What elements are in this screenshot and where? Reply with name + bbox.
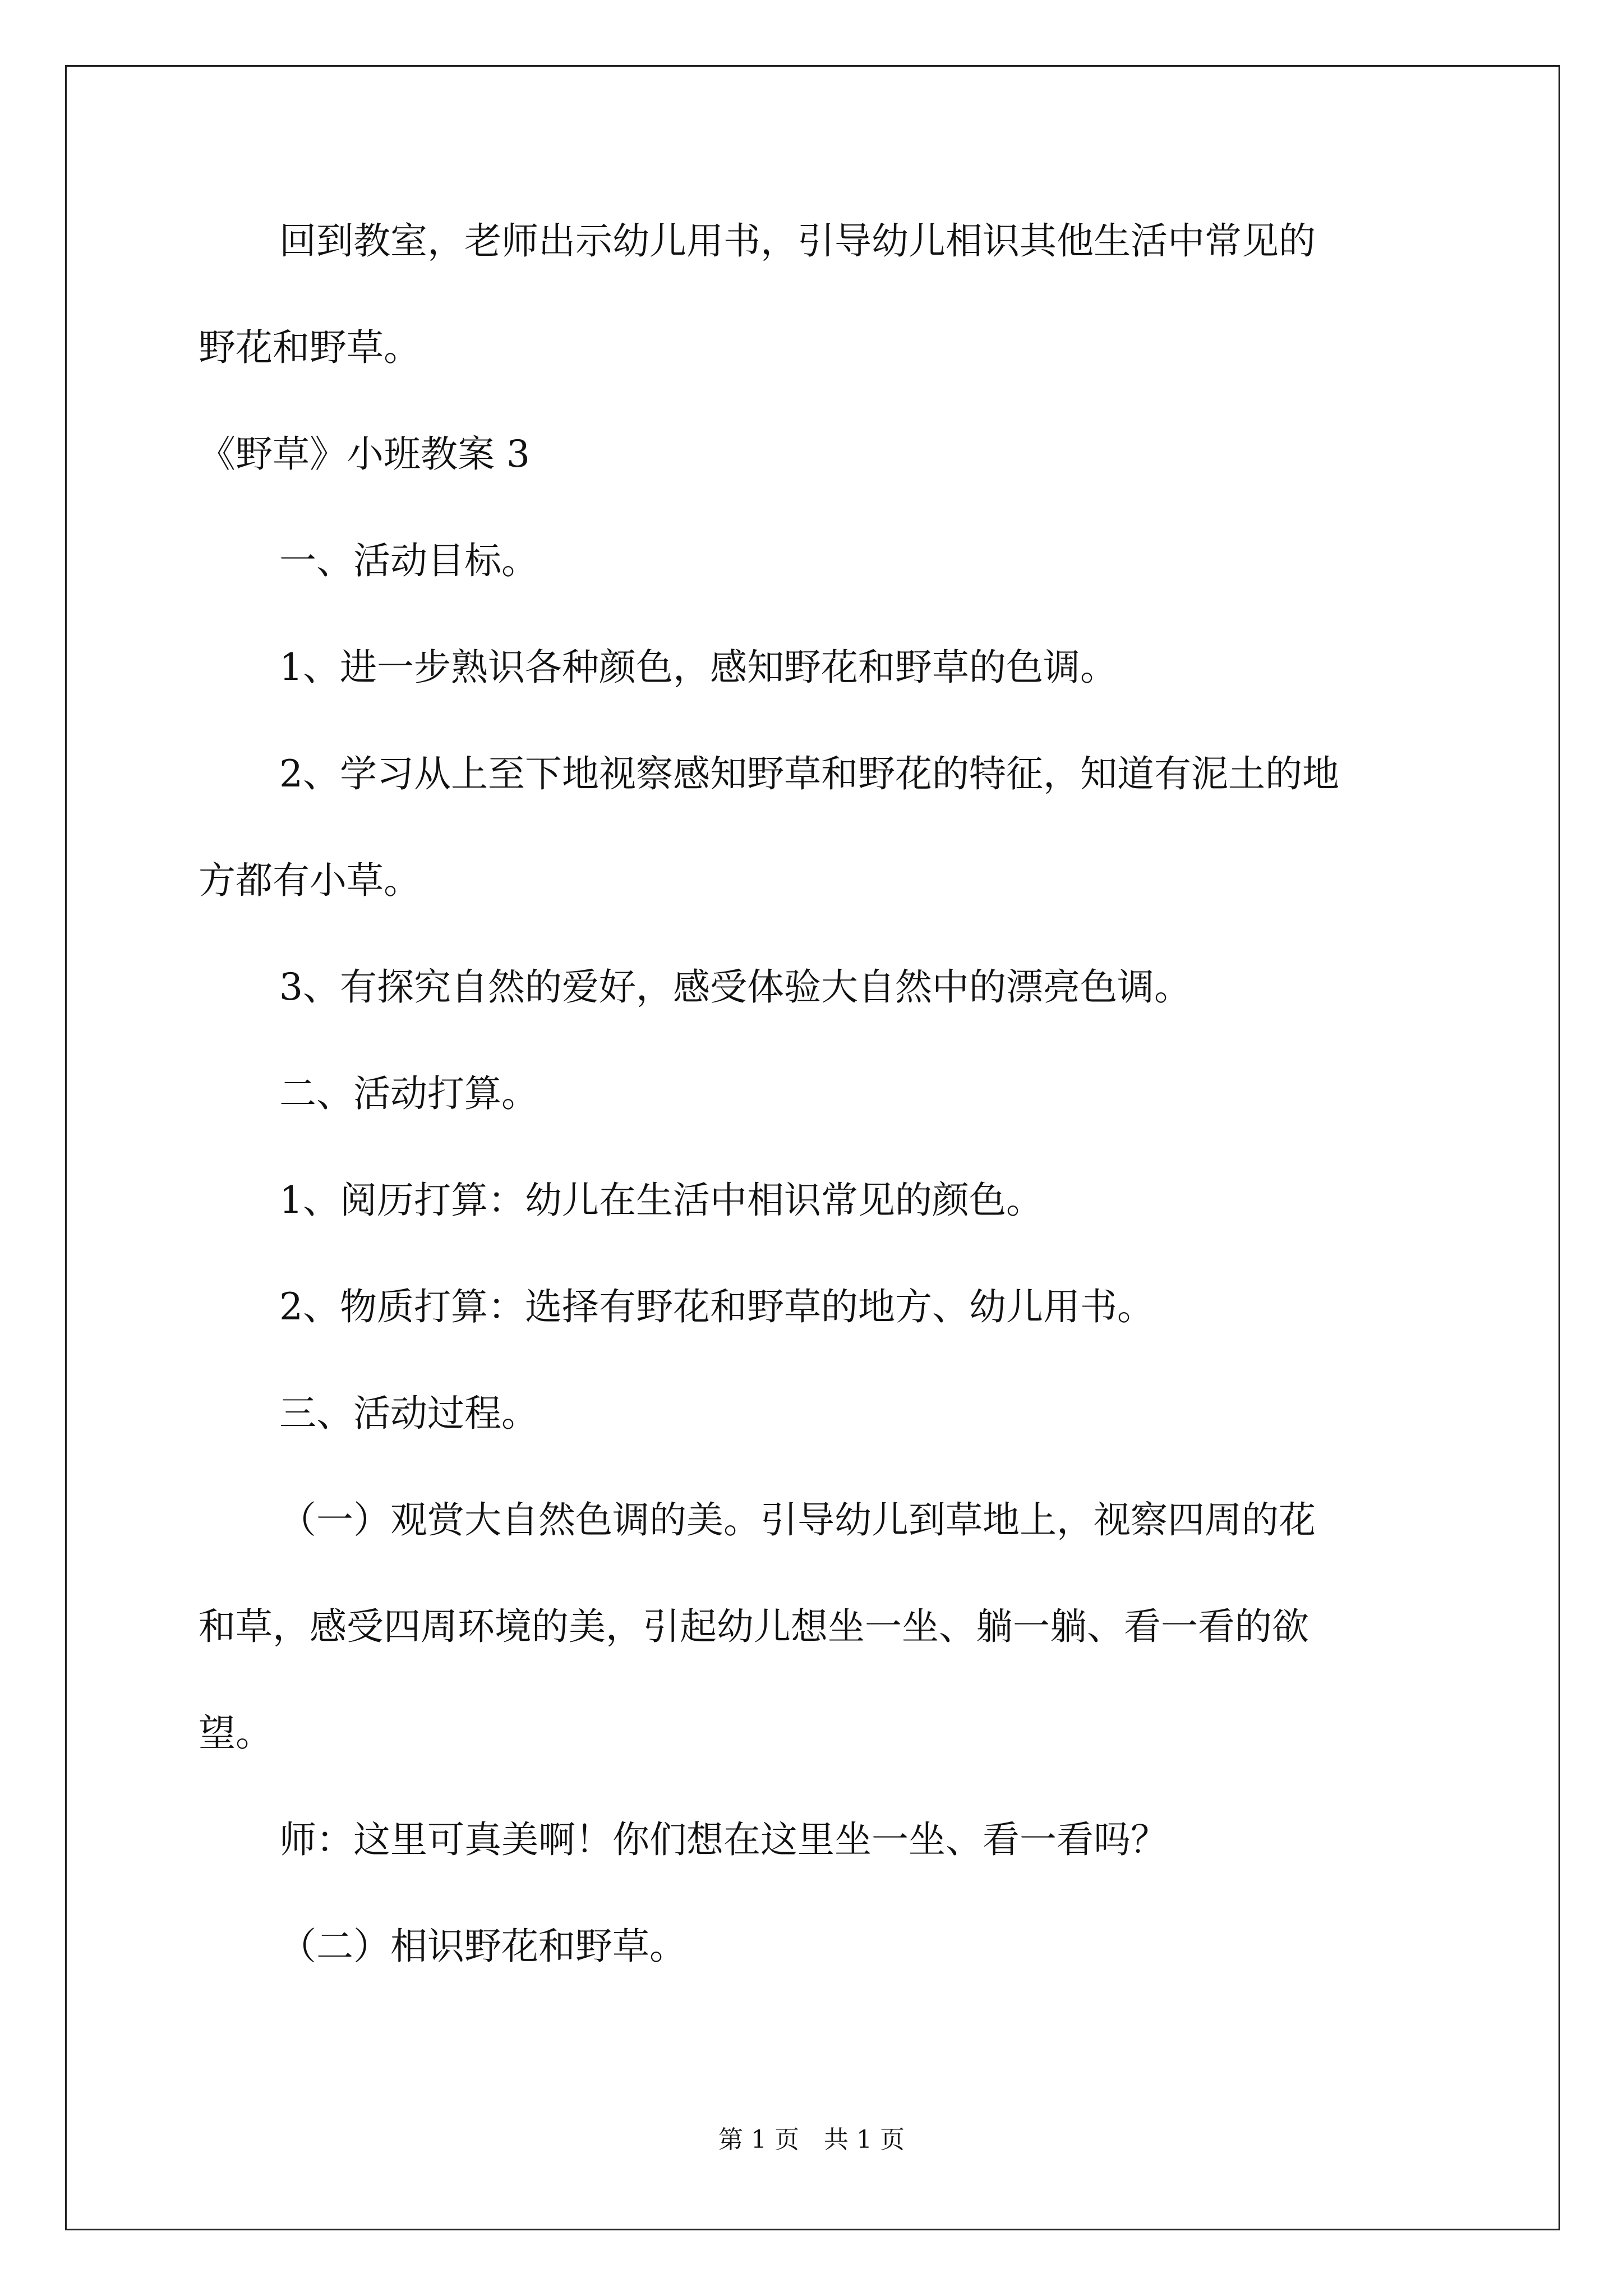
- paragraph-line: 野花和野草。: [199, 326, 421, 369]
- list-item-continued: 方都有小草。: [199, 859, 421, 902]
- subsection-heading: （二）相识野花和野草。: [279, 1925, 686, 1968]
- list-item: 2、物质打算：选择有野花和野草的地方、幼儿用书。: [279, 1285, 1154, 1328]
- document-body: [199, 214, 1432, 1973]
- paragraph-line: 回到教室，老师出示幼儿用书，引导幼儿相识其他生活中常见的: [279, 219, 1316, 263]
- page-footer: 第 1 页 共 1 页: [718, 2125, 905, 2154]
- list-item: 1、进一步熟识各种颜色，感知野花和野草的色调。: [279, 646, 1117, 689]
- dialogue-line: 师：这里可真美啊！你们想在这里坐一坐、看一看吗？: [279, 1818, 1168, 1861]
- section-heading: 一、活动目标。: [279, 539, 538, 582]
- section-heading: 三、活动过程。: [279, 1392, 538, 1435]
- paragraph-line: 和草，感受四周环境的美，引起幼儿想坐一坐、躺一躺、看一看的欲: [199, 1605, 1309, 1648]
- section-heading: 二、活动打算。: [279, 1072, 538, 1115]
- section-title: 《野草》小班教案 3: [199, 432, 530, 476]
- paragraph-line: 望。: [199, 1711, 273, 1755]
- list-item: 3、有探究自然的爱好，感受体验大自然中的漂亮色调。: [279, 965, 1191, 1009]
- paragraph-line: （一）观赏大自然色调的美。引导幼儿到草地上，视察四周的花: [279, 1498, 1316, 1542]
- list-item: 2、学习从上至下地视察感知野草和野花的特征，知道有泥土的地: [279, 752, 1339, 795]
- list-item: 1、阅历打算：幼儿在生活中相识常见的颜色。: [279, 1179, 1043, 1222]
